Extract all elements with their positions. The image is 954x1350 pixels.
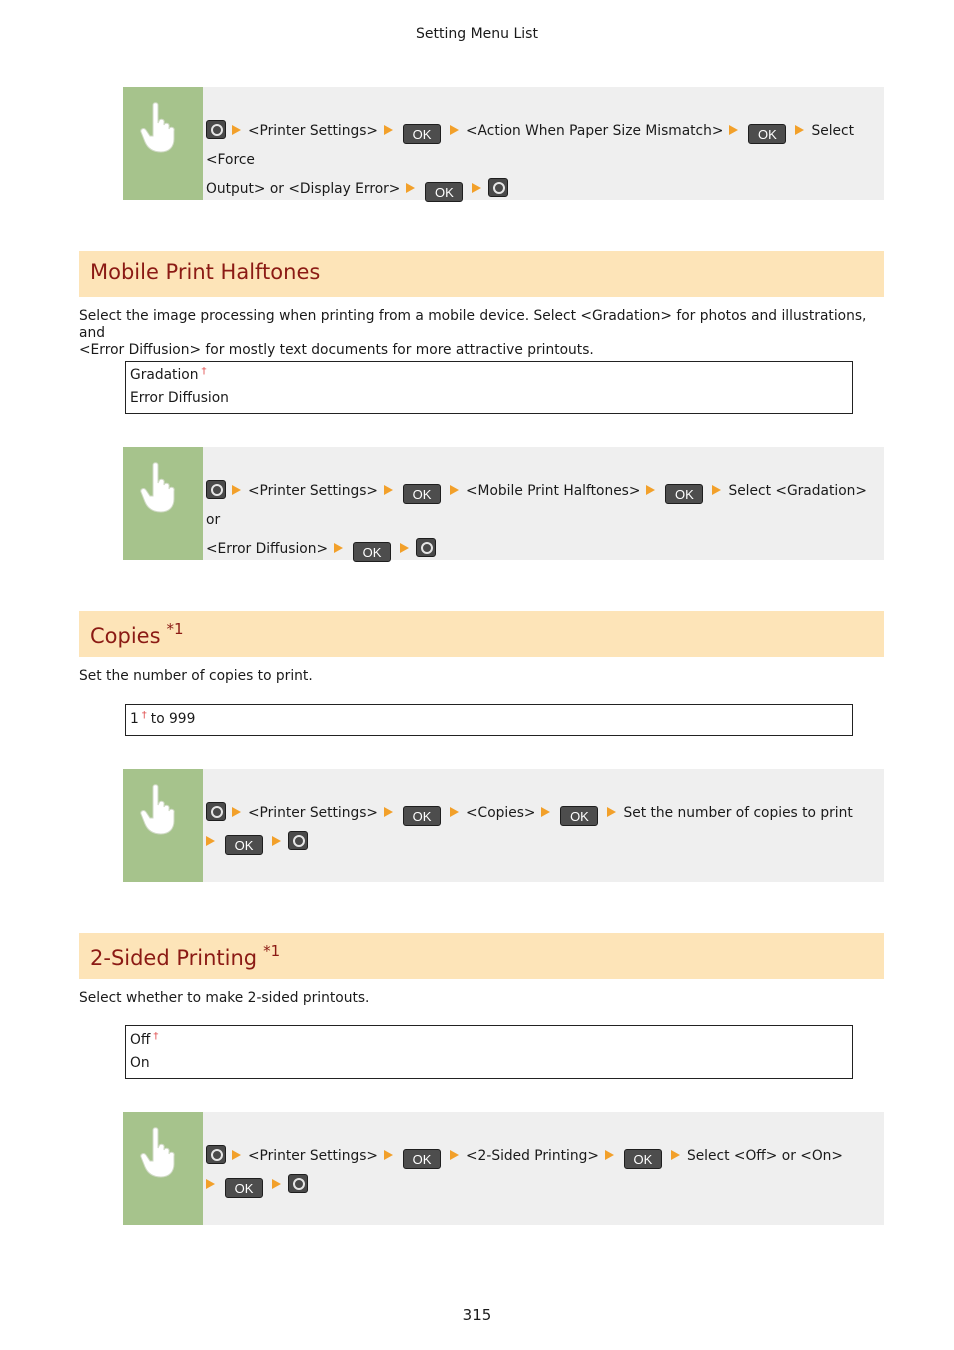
touch-hand-icon bbox=[139, 781, 187, 837]
option-item: Gradation † bbox=[130, 366, 207, 383]
default-marker: † bbox=[153, 1031, 159, 1042]
section-header bbox=[79, 251, 884, 297]
section-header bbox=[79, 611, 884, 657]
procedure-steps bbox=[206, 799, 878, 857]
step-arrow-icon bbox=[232, 807, 241, 817]
ok-key-icon: OK bbox=[403, 484, 441, 504]
step-text: <Printer Settings> bbox=[248, 483, 378, 499]
ok-key-icon: OK bbox=[425, 182, 463, 202]
step-text: <Action When Paper Size Mismatch> bbox=[466, 123, 724, 139]
step-text: Set the number of copies to print bbox=[623, 805, 853, 821]
step-arrow-icon bbox=[272, 1179, 281, 1189]
section-title: Copies $^{*1}$ bbox=[90, 620, 184, 648]
default-marker: † bbox=[201, 366, 207, 377]
step-arrow-icon bbox=[384, 125, 393, 135]
home-button-icon bbox=[416, 538, 436, 557]
step-arrow-icon bbox=[406, 183, 415, 193]
touch-hand-icon bbox=[139, 99, 187, 155]
footnote-marker: *1 bbox=[166, 620, 184, 638]
step-text: Output> or <Display Error> bbox=[206, 181, 401, 197]
step-arrow-icon bbox=[272, 836, 281, 846]
hand-cell bbox=[123, 769, 203, 882]
options-box bbox=[125, 1025, 853, 1079]
section-title: Mobile Print Halftones bbox=[90, 260, 321, 284]
step-arrow-icon bbox=[729, 125, 738, 135]
step-arrow-icon bbox=[384, 1150, 393, 1160]
ok-key-icon: OK bbox=[403, 1149, 441, 1169]
ok-key-icon: OK bbox=[748, 124, 786, 144]
section-header bbox=[79, 933, 884, 979]
ok-key-icon: OK bbox=[403, 806, 441, 826]
step-arrow-icon bbox=[450, 125, 459, 135]
option-item: On bbox=[130, 1055, 150, 1071]
ok-key-icon: OK bbox=[665, 484, 703, 504]
option-item: Off † bbox=[130, 1031, 159, 1048]
procedure-steps bbox=[206, 1142, 878, 1200]
ok-key-icon: OK bbox=[225, 835, 263, 855]
touch-hand-icon bbox=[139, 459, 187, 515]
step-arrow-icon bbox=[450, 485, 459, 495]
step-arrow-icon bbox=[206, 836, 215, 846]
page-number: 315 bbox=[462, 1306, 492, 1324]
section-description: Select the image processing when printing from a mobile device. Select <Gradation> for photos and illustrations, and <Error Diffusion> for mostly text documents for more attractive printouts. bbox=[79, 308, 867, 358]
step-arrow-icon bbox=[712, 485, 721, 495]
step-arrow-icon bbox=[472, 183, 481, 193]
home-button-icon bbox=[206, 120, 226, 139]
step-text: Select <Gradation> or bbox=[206, 483, 867, 528]
procedure-box bbox=[123, 447, 884, 560]
step-arrow-icon bbox=[384, 485, 393, 495]
ok-key-icon: OK bbox=[403, 124, 441, 144]
step-arrow-icon bbox=[232, 485, 241, 495]
home-button-icon bbox=[288, 1174, 308, 1193]
step-text: <Printer Settings> bbox=[248, 123, 378, 139]
step-text: <2-Sided Printing> bbox=[466, 1148, 599, 1164]
running-header: Setting Menu List bbox=[416, 26, 538, 42]
step-arrow-icon bbox=[541, 807, 550, 817]
home-button-icon bbox=[488, 178, 508, 197]
step-text: <Printer Settings> bbox=[248, 1148, 378, 1164]
step-text: <Copies> bbox=[466, 805, 536, 821]
step-arrow-icon bbox=[671, 1150, 680, 1160]
default-marker: † bbox=[141, 710, 147, 721]
options-box bbox=[125, 704, 853, 736]
procedure-box bbox=[123, 87, 884, 200]
step-arrow-icon bbox=[232, 125, 241, 135]
step-text: Select <Off> or <On> bbox=[686, 1148, 843, 1164]
section-title: 2-Sided Printing $^{*1}$ bbox=[90, 942, 281, 970]
home-button-icon bbox=[206, 480, 226, 499]
step-arrow-icon bbox=[605, 1150, 614, 1160]
step-arrow-icon bbox=[206, 1179, 215, 1189]
step-arrow-icon bbox=[646, 485, 655, 495]
ok-key-icon: OK bbox=[225, 1178, 263, 1198]
step-arrow-icon bbox=[400, 543, 409, 553]
procedure-box bbox=[123, 1112, 884, 1225]
step-arrow-icon bbox=[795, 125, 804, 135]
procedure-box bbox=[123, 769, 884, 882]
footnote-marker: *1 bbox=[263, 942, 281, 960]
step-arrow-icon bbox=[232, 1150, 241, 1160]
step-text: <Error Diffusion> bbox=[206, 541, 329, 557]
ok-key-icon: OK bbox=[560, 806, 598, 826]
hand-cell bbox=[123, 447, 203, 560]
hand-cell bbox=[123, 1112, 203, 1225]
step-arrow-icon bbox=[384, 807, 393, 817]
touch-hand-icon bbox=[139, 1124, 187, 1180]
section-description: Select whether to make 2-sided printouts. bbox=[79, 990, 370, 1006]
option-item: 1 † to 999 bbox=[130, 710, 196, 727]
section-description: Set the number of copies to print. bbox=[79, 668, 313, 684]
step-arrow-icon bbox=[450, 1150, 459, 1160]
option-item: Error Diffusion bbox=[130, 390, 229, 406]
step-text: Select <Force bbox=[206, 123, 855, 168]
step-text: <Printer Settings> bbox=[248, 805, 378, 821]
home-button-icon bbox=[206, 1145, 226, 1164]
step-arrow-icon bbox=[607, 807, 616, 817]
step-arrow-icon bbox=[334, 543, 343, 553]
hand-cell bbox=[123, 87, 203, 200]
home-button-icon bbox=[288, 831, 308, 850]
ok-key-icon: OK bbox=[353, 542, 391, 562]
ok-key-icon: OK bbox=[624, 1149, 662, 1169]
step-text: <Mobile Print Halftones> bbox=[466, 483, 641, 499]
home-button-icon bbox=[206, 802, 226, 821]
step-arrow-icon bbox=[450, 807, 459, 817]
procedure-steps bbox=[206, 117, 878, 204]
procedure-steps bbox=[206, 477, 878, 564]
options-box bbox=[125, 361, 853, 414]
